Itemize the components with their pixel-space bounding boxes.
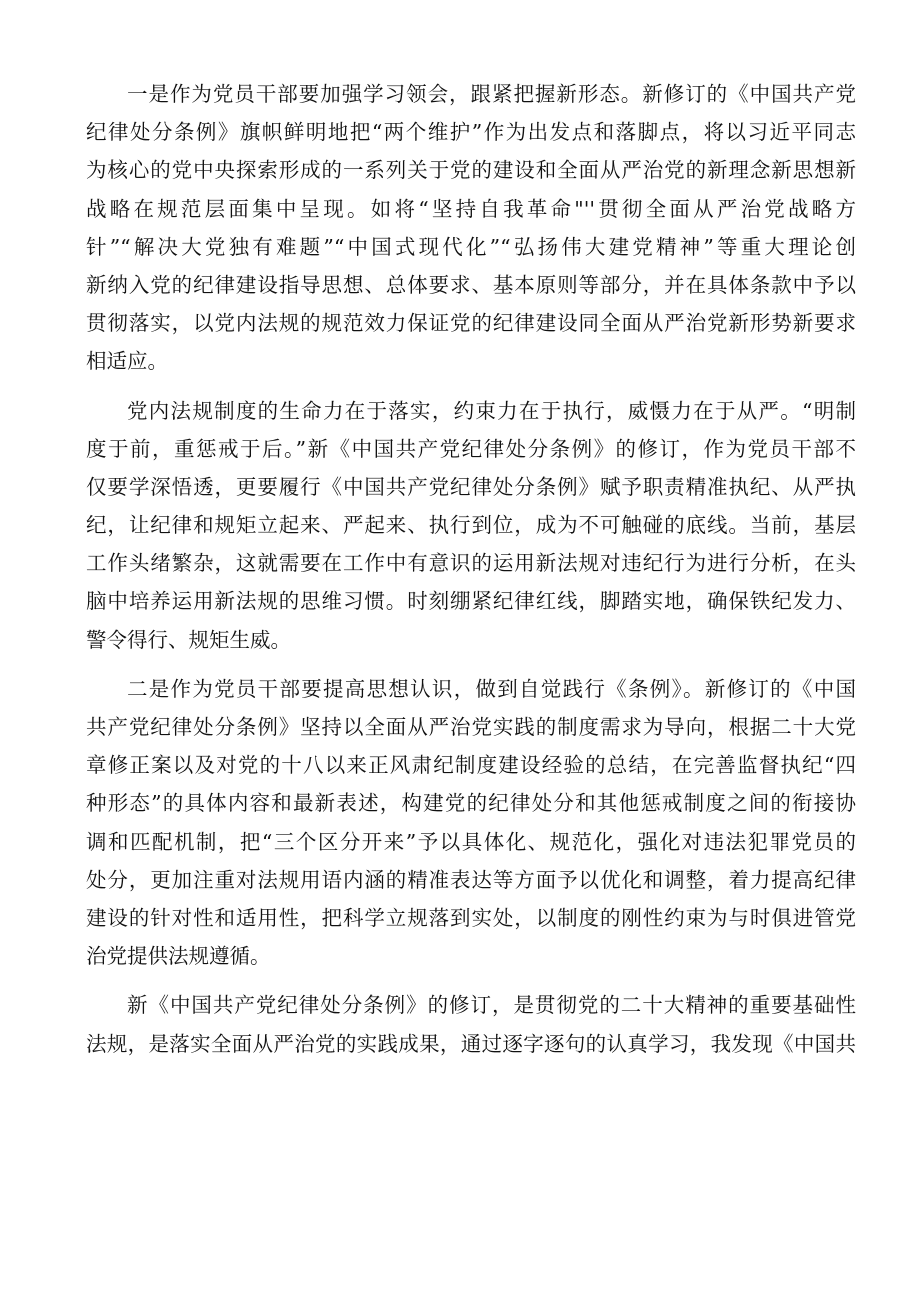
paragraph-1 [86, 75, 856, 381]
text-line: 处分，更加注重对法规用语内涵的精准表达等方面予以优化和调整，着力提高纪律 [86, 867, 856, 892]
text-line: 法规，是落实全面从严治党的实践成果，通过逐字逐句的认真学习，我发现《中国共 [86, 1031, 856, 1056]
document-body [86, 75, 856, 1063]
paragraph-2 [86, 392, 856, 659]
text-line: 新纳入党的纪律建设指导思想、总体要求、基本原则等部分，并在具体条款中予以 [86, 272, 856, 297]
text-line: 仅要学深悟透，更要履行《中国共产党纪律处分条例》赋予职责精准执纪、从严执 [86, 474, 856, 499]
text-line: 纪，让纪律和规矩立起来、严起来、执行到位，成为不可触碰的底线。当前，基层 [86, 513, 856, 538]
text-line: 度于前，重惩戒于后。”新《中国共产党纪律处分条例》的修订，作为党员干部不 [86, 436, 856, 461]
text-line: 工作头绪繁杂，这就需要在工作中有意识的运用新法规对违纪行为进行分析，在头 [86, 551, 856, 576]
text-line: 共产党纪律处分条例》坚持以全面从严治党实践的制度需求为导向，根据二十大党 [86, 715, 856, 739]
text-line: 相适应。 [86, 349, 168, 374]
text-line: 警令得行、规矩生威。 [86, 627, 291, 652]
text-line: 治党提供法规遵循。 [86, 944, 271, 969]
text-line: 针”“解决大党独有难题”“中国式现代化”“弘扬伟大建党精神”等重大理论创 [86, 234, 856, 259]
text-line: 贯彻落实，以党内法规的规范效力保证党的纪律建设同全面从严治党新形势新要求 [86, 311, 856, 336]
text-line: 二是作为党员干部要提高思想认识，做到自觉践行《条例》。新修订的《中国 [127, 676, 856, 701]
text-line: 战略在规范层面集中呈现。如将“坚持自我革命"''贯彻全面从严治党战略方 [86, 196, 856, 221]
text-line: 纪律处分条例》旗帜鲜明地把“两个维护”作为出发点和落脚点，将以习近平同志 [86, 120, 856, 145]
text-line: 建设的针对性和适用性，把科学立规落到实处，以制度的刚性约束为与时俱进管党 [86, 905, 856, 930]
text-line: 为核心的党中央探索形成的一系列关于党的建设和全面从严治党的新理念新思想新 [86, 158, 856, 183]
text-line: 种形态”的具体内容和最新表述，构建党的纪律处分和其他惩戒制度之间的衔接协 [86, 791, 856, 816]
text-line: 党内法规制度的生命力在于落实，约束力在于执行，威慑力在于从严。“明制 [127, 398, 856, 423]
text-line: 章修正案以及对党的十八以来正风肃纪制度建设经验的总结，在完善监督执纪“四 [86, 753, 856, 778]
text-line: 脑中培养运用新法规的思维习惯。时刻绷紧纪律红线，脚踏实地，确保铁纪发力、 [86, 589, 856, 614]
text-line: 调和匹配机制，把“三个区分开来”予以具体化、规范化，强化对违法犯罪党员的 [86, 829, 856, 854]
text-line: 一是作为党员干部要加强学习领会，跟紧把握新形态。新修订的《中国共产党 [127, 82, 856, 106]
text-line: 新《中国共产党纪律处分条例》的修订，是贯彻党的二十大精神的重要基础性 [127, 993, 856, 1018]
paragraph-4 [86, 986, 856, 1062]
paragraph-3 [86, 670, 856, 976]
